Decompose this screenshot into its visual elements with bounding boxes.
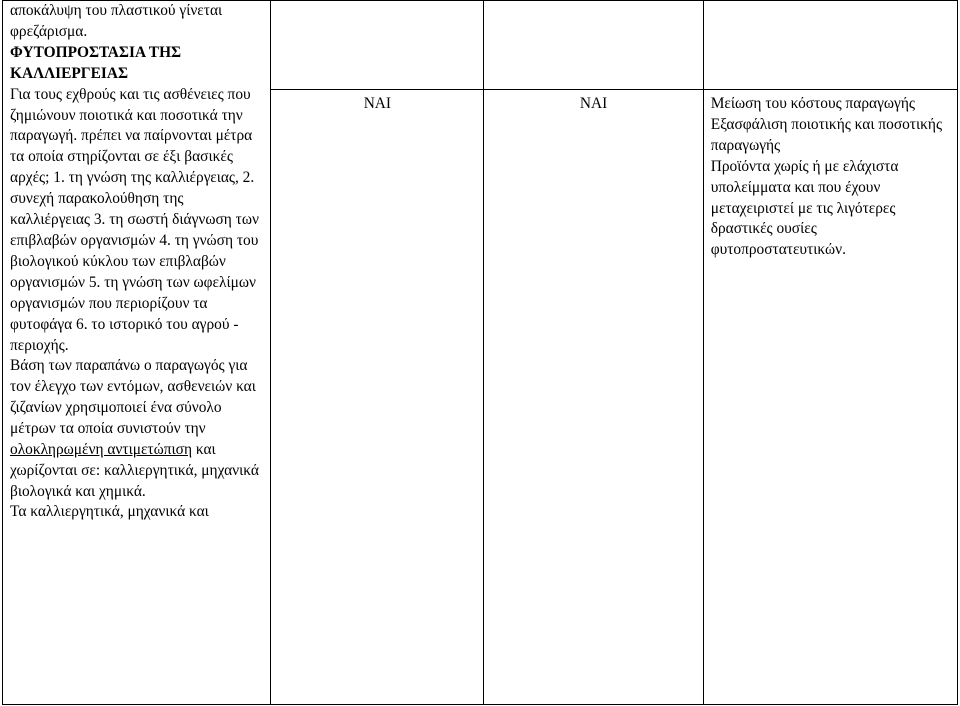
cell-yes-1 [271,90,484,705]
cell-benefits [703,90,957,705]
cell-yes-2 [484,90,703,705]
paragraph-cultural: Τα καλλιεργητικά, μηχανικά και [10,502,209,520]
cell-empty-2 [271,1,484,90]
paragraph-principles: Για τους εχθρούς και τις ασθένειες που ζημιώνουν ποιοτικά και ποσοτικά την παραγωγή. πρέπει να παίρνονται μέτρα τα οποία στηρίζονται σε έξι βασικές αρχές; 1. τη γνώση της καλλιέργειας, 2. συνεχή παρακολούθηση της καλλιέργειας 3. τη σωστή διάγνωση των επιβλαβών οργανισμών 4. τη γνώση του βιολογικού κύκλου των επιβλαβών οργανισμών 5. τη γνώση των ωφελίμων οργανισμών που περιορίζουν τα φυτοφάγα 6. το ιστορικό του αγρού - περιοχής. [10,85,259,354]
paragraph-integrated-end: και χωρίζονται σε: καλλιεργητικά, μηχανικά βιολογικά και χημικά. [10,441,259,500]
paragraph-integrated [10,356,266,502]
yes-value-1: ΝΑΙ [363,95,392,112]
benefit-cost: Μείωση του κόστους παραγωγής [710,95,915,112]
document-table [2,0,958,705]
text-top: αποκάλυψη του πλαστικού γίνεται φρεζάρισμα. [10,2,223,40]
cell-empty-3 [484,1,703,90]
table-row [3,1,958,90]
cell-empty-4 [703,1,957,90]
benefit-quality: Εξασφάλιση ποιοτικής και ποσοτικής παραγωγής [710,115,943,154]
section-heading: ΦΥΤΟΠΡΟΣΤΑΣΙΑ ΤΗΣ ΚΑΛΛΙΕΡΓΕΙΑΣ [10,43,182,82]
benefit-residues: Προϊόντα χωρίς ή με ελάχιστα υπολείμματα και που έχουν μεταχειριστεί με τις λιγότερες δραστικές ουσίες φυτοπροστατευτικών. [710,157,899,259]
yes-value-2: ΝΑΙ [579,95,608,112]
integrated-management-link[interactable]: ολοκληρωμένη αντιμετώπιση [10,441,192,459]
cell-description [3,1,271,705]
paragraph-integrated-start: Βάση των παραπάνω ο παραγωγός για τον έλεγχο των εντόμων, ασθενειών και ζιζανίων χρησιμοποιεί ένα σύνολο μέτρων τα οποία συνιστούν την [10,357,256,438]
